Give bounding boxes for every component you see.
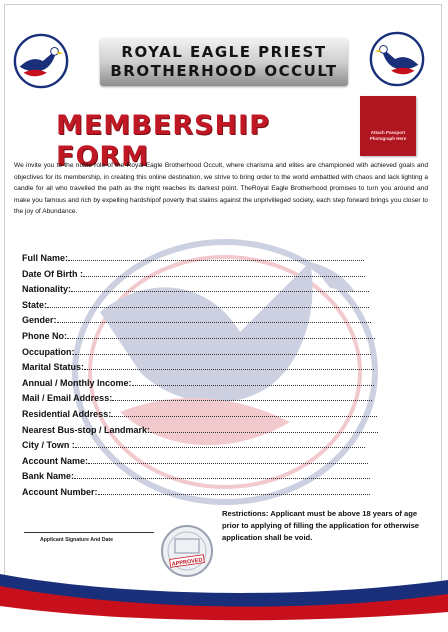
field-label: Nationality: [22,284,72,295]
field-bank-name[interactable] [22,471,382,487]
field-label: Nearest Bus-stop / Landmark: [22,424,151,435]
field-city-town[interactable] [22,440,382,456]
eagle-logo-icon [368,30,426,88]
eagle-logo-icon [12,32,70,90]
form-title: MEMBERSHIP FORM [56,110,270,172]
intro-paragraph: We invite you to the noble role of the Royal Eagle Brotherhood Occult, where charisma and elites are championed with achieved goals and objectives for its membership, in creating this online destination, we strive to bring order to the world embattled with chaos and lack lighting a candle for all who travelled the path as the night reaches its darkest point. TheRoyal Eagle Brotherhood promises to turn you around and make you famous and rich by expelling hardshipof poverty that slaims against the unprivilleged society, each step forward brings you closer to the joy of Abundance. [14,162,428,216]
field-income[interactable] [22,378,382,394]
field-label: Residential Address: [22,408,112,419]
field-account-number[interactable] [22,487,382,503]
field-label: Bank Name: [22,471,75,482]
header-line-2: BROTHERHOOD OCCULT [110,62,338,80]
field-label: Occupation: [22,346,75,357]
stamp-label: APPROVED [171,557,203,568]
field-account-name[interactable] [22,456,382,472]
field-residential-address[interactable] [22,409,382,425]
field-label: State: [22,299,48,310]
field-occupation[interactable] [22,347,382,363]
bottom-swoosh-decoration [0,560,448,632]
field-email-address[interactable] [22,393,382,409]
field-label: Gender: [22,315,57,326]
field-label: Account Name: [22,455,89,466]
field-label: Account Number: [22,486,98,497]
field-label: Phone No: [22,330,67,341]
field-label: Annual / Monthly Income: [22,377,132,388]
form-fields [22,253,382,503]
field-label: Mail / Email Address: [22,393,113,404]
signature-line[interactable] [24,532,154,533]
field-gender[interactable] [22,315,382,331]
field-label: Full Name: [22,253,69,263]
field-nationality[interactable] [22,284,382,300]
signature-label: Applicant Signature And Date [40,537,114,543]
field-nearest-bus-stop[interactable] [22,425,382,441]
field-phone-no[interactable] [22,331,382,347]
field-label: Marital Status: [22,362,85,373]
field-date-of-birth[interactable] [22,269,382,285]
header-line-1: ROYAL EAGLE PRIEST [121,43,327,61]
field-label: City / Town : [22,440,75,451]
field-state[interactable] [22,300,382,316]
restrictions-note: Restrictions: Applicant must be above 18 years of age prior to applying of filling the application for otherwise application shall be void. [222,509,420,543]
header-banner [100,38,348,86]
field-marital-status[interactable] [22,362,382,378]
field-label: Date Of Birth : [22,268,84,279]
field-full-name[interactable] [22,253,382,269]
passport-photo-box[interactable] [360,96,416,156]
photo-box-text: Attach Passport Photograph Here [369,130,407,141]
